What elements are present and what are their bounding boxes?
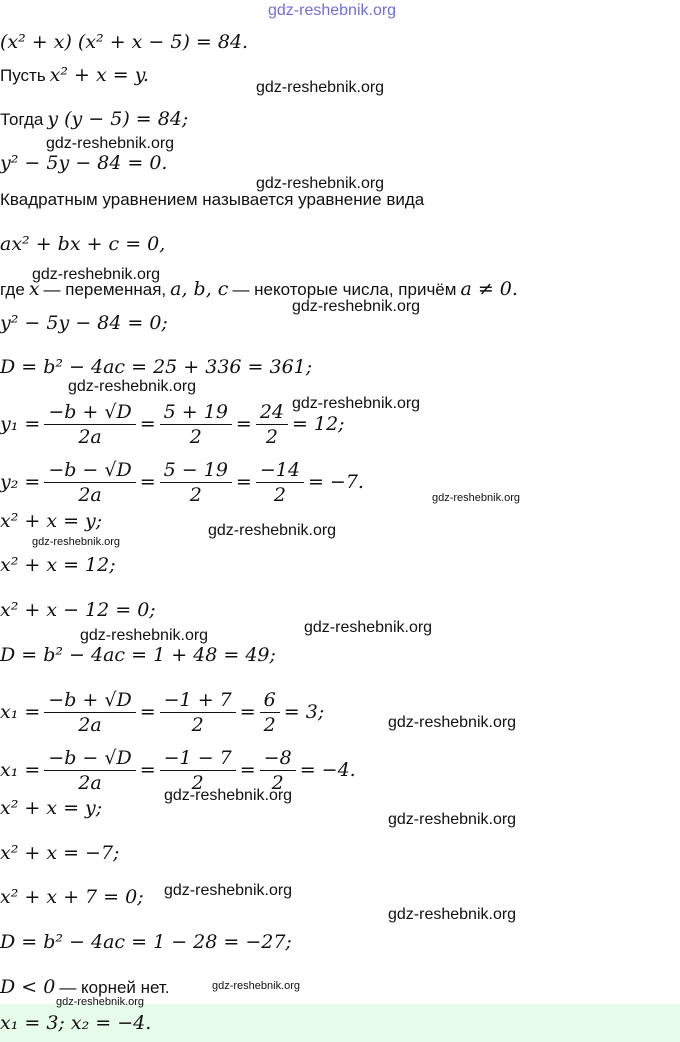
fraction-denominator: 2 — [191, 771, 204, 794]
quadratic-line-1: y² − 5y − 84 = 0. — [0, 152, 168, 174]
equals-sign: = — [235, 413, 252, 435]
watermark: gdz-reshebnik.org — [256, 175, 385, 192]
watermark: gdz-reshebnik.org — [388, 714, 517, 731]
root-result: = 12; — [292, 413, 345, 435]
fraction-numerator: −1 + 7 — [160, 688, 236, 713]
fraction-numerator: −b − √D — [44, 746, 135, 771]
where-vars-abc: a, b, c — [170, 278, 229, 300]
fraction-denominator: 2a — [78, 771, 102, 794]
fraction-denominator: 2 — [273, 483, 286, 506]
fraction-denominator: 2 — [189, 425, 202, 448]
watermark: gdz-reshebnik.org — [432, 492, 521, 504]
equals-sign: = — [139, 701, 156, 723]
fraction — [160, 458, 232, 507]
watermark: gdz-reshebnik.org — [208, 522, 337, 539]
where-text-1: где — [0, 280, 25, 299]
substitution-line-1: x² + x = y; — [0, 510, 103, 532]
equation-line: (x² + x) (x² + x − 5) = 84. — [0, 31, 249, 53]
fraction-denominator: 2 — [271, 771, 284, 794]
watermark: gdz-reshebnik.org — [256, 79, 385, 96]
root-result: = 3; — [283, 701, 325, 723]
where-line — [0, 278, 518, 300]
equals-sign: = — [139, 759, 156, 781]
equation-minus7-line: x² + x = −7; — [0, 842, 120, 864]
root-y2-line — [0, 454, 364, 510]
root-result: = −4. — [299, 759, 356, 781]
fraction-denominator: 2a — [78, 713, 102, 736]
root-y1-line — [0, 396, 345, 452]
watermark: gdz-reshebnik.org — [80, 627, 209, 644]
fraction — [160, 400, 232, 449]
where-var-x: x — [28, 278, 40, 300]
fraction — [44, 400, 135, 449]
watermark-top: gdz-reshebnik.org — [268, 2, 397, 19]
fraction-numerator: −b + √D — [44, 688, 135, 713]
equals-sign: = — [239, 701, 256, 723]
watermark: gdz-reshebnik.org — [164, 882, 293, 899]
quadratic-line-4: x² + x + 7 = 0; — [0, 886, 144, 908]
watermark: gdz-reshebnik.org — [388, 811, 517, 828]
watermark: gdz-reshebnik.org — [304, 619, 433, 636]
discriminant-line-3: D = b² − 4ac = 1 − 28 = −27; — [0, 931, 292, 953]
no-roots-line — [0, 976, 170, 998]
equals-sign: = — [139, 413, 156, 435]
definition-text: Квадратным уравнением называется уравнение вида — [0, 190, 425, 209]
fraction-denominator: 2 — [263, 713, 276, 736]
fraction — [160, 688, 236, 737]
fraction-denominator: 2a — [78, 483, 102, 506]
fraction-numerator: 6 — [260, 688, 280, 713]
fraction-numerator: −b − √D — [44, 458, 135, 483]
root-lhs: y₁ = — [0, 413, 41, 435]
discriminant-line-1: D = b² − 4ac = 25 + 336 = 361; — [0, 356, 313, 378]
watermark: gdz-reshebnik.org — [388, 906, 517, 923]
root-lhs: x₁ = — [0, 759, 41, 781]
equals-sign: = — [139, 471, 156, 493]
equals-sign: = — [239, 759, 256, 781]
root-lhs: y₂ = — [0, 471, 41, 493]
equals-sign: = — [235, 471, 252, 493]
watermark: gdz-reshebnik.org — [32, 266, 161, 283]
fraction-numerator: −b + √D — [44, 400, 135, 425]
watermark: gdz-reshebnik.org — [46, 135, 175, 152]
fraction-numerator: −1 − 7 — [160, 746, 236, 771]
watermark: gdz-reshebnik.org — [292, 395, 421, 412]
equation-12-line: x² + x = 12; — [0, 554, 116, 576]
let-text: Пусть — [0, 66, 46, 85]
watermark: gdz-reshebnik.org — [292, 298, 421, 315]
fraction — [44, 458, 135, 507]
quadratic-line-2: y² − 5y − 84 = 0; — [0, 312, 168, 334]
watermark: gdz-reshebnik.org — [68, 378, 197, 395]
no-roots-math: D < 0 — [0, 976, 56, 998]
fraction-denominator: 2 — [265, 425, 278, 448]
discriminant-line-2: D = b² − 4ac = 1 + 48 = 49; — [0, 644, 276, 666]
then-line — [0, 108, 188, 130]
no-roots-text: — корней нет. — [59, 978, 170, 997]
fraction — [44, 746, 135, 795]
let-math: x² + x = y. — [49, 64, 149, 86]
fraction-numerator: 5 − 19 — [160, 458, 232, 483]
where-condition: a ≠ 0. — [460, 278, 518, 300]
fraction — [256, 458, 304, 507]
watermark: gdz-reshebnik.org — [212, 980, 301, 992]
watermark: gdz-reshebnik.org — [164, 787, 293, 804]
fraction-numerator: −14 — [256, 458, 304, 483]
fraction-numerator: 24 — [256, 400, 288, 425]
answer-line: x₁ = 3; x₂ = −4. — [0, 1012, 152, 1034]
then-text: Тогда — [0, 110, 44, 129]
fraction-denominator: 2 — [189, 483, 202, 506]
where-text-3: — некоторые числа, причём — [232, 280, 457, 299]
general-form-line: ax² + bx + c = 0, — [0, 233, 166, 255]
fraction — [44, 688, 135, 737]
root-result: = −7. — [307, 471, 364, 493]
fraction-denominator: 2 — [191, 713, 204, 736]
watermark: gdz-reshebnik.org — [32, 536, 121, 548]
quadratic-line-3: x² + x − 12 = 0; — [0, 599, 156, 621]
then-math: y (y − 5) = 84; — [47, 108, 189, 130]
fraction-numerator: −8 — [260, 746, 296, 771]
root-x1-line — [0, 684, 324, 740]
watermark: gdz-reshebnik.org — [56, 996, 145, 1008]
fraction — [260, 688, 280, 737]
fraction-denominator: 2a — [78, 425, 102, 448]
let-line — [0, 64, 149, 86]
where-text-2: — переменная, — [43, 280, 167, 299]
root-lhs: x₁ = — [0, 701, 41, 723]
substitution-line-2: x² + x = y; — [0, 797, 103, 819]
fraction — [256, 400, 288, 449]
fraction-numerator: 5 + 19 — [160, 400, 232, 425]
